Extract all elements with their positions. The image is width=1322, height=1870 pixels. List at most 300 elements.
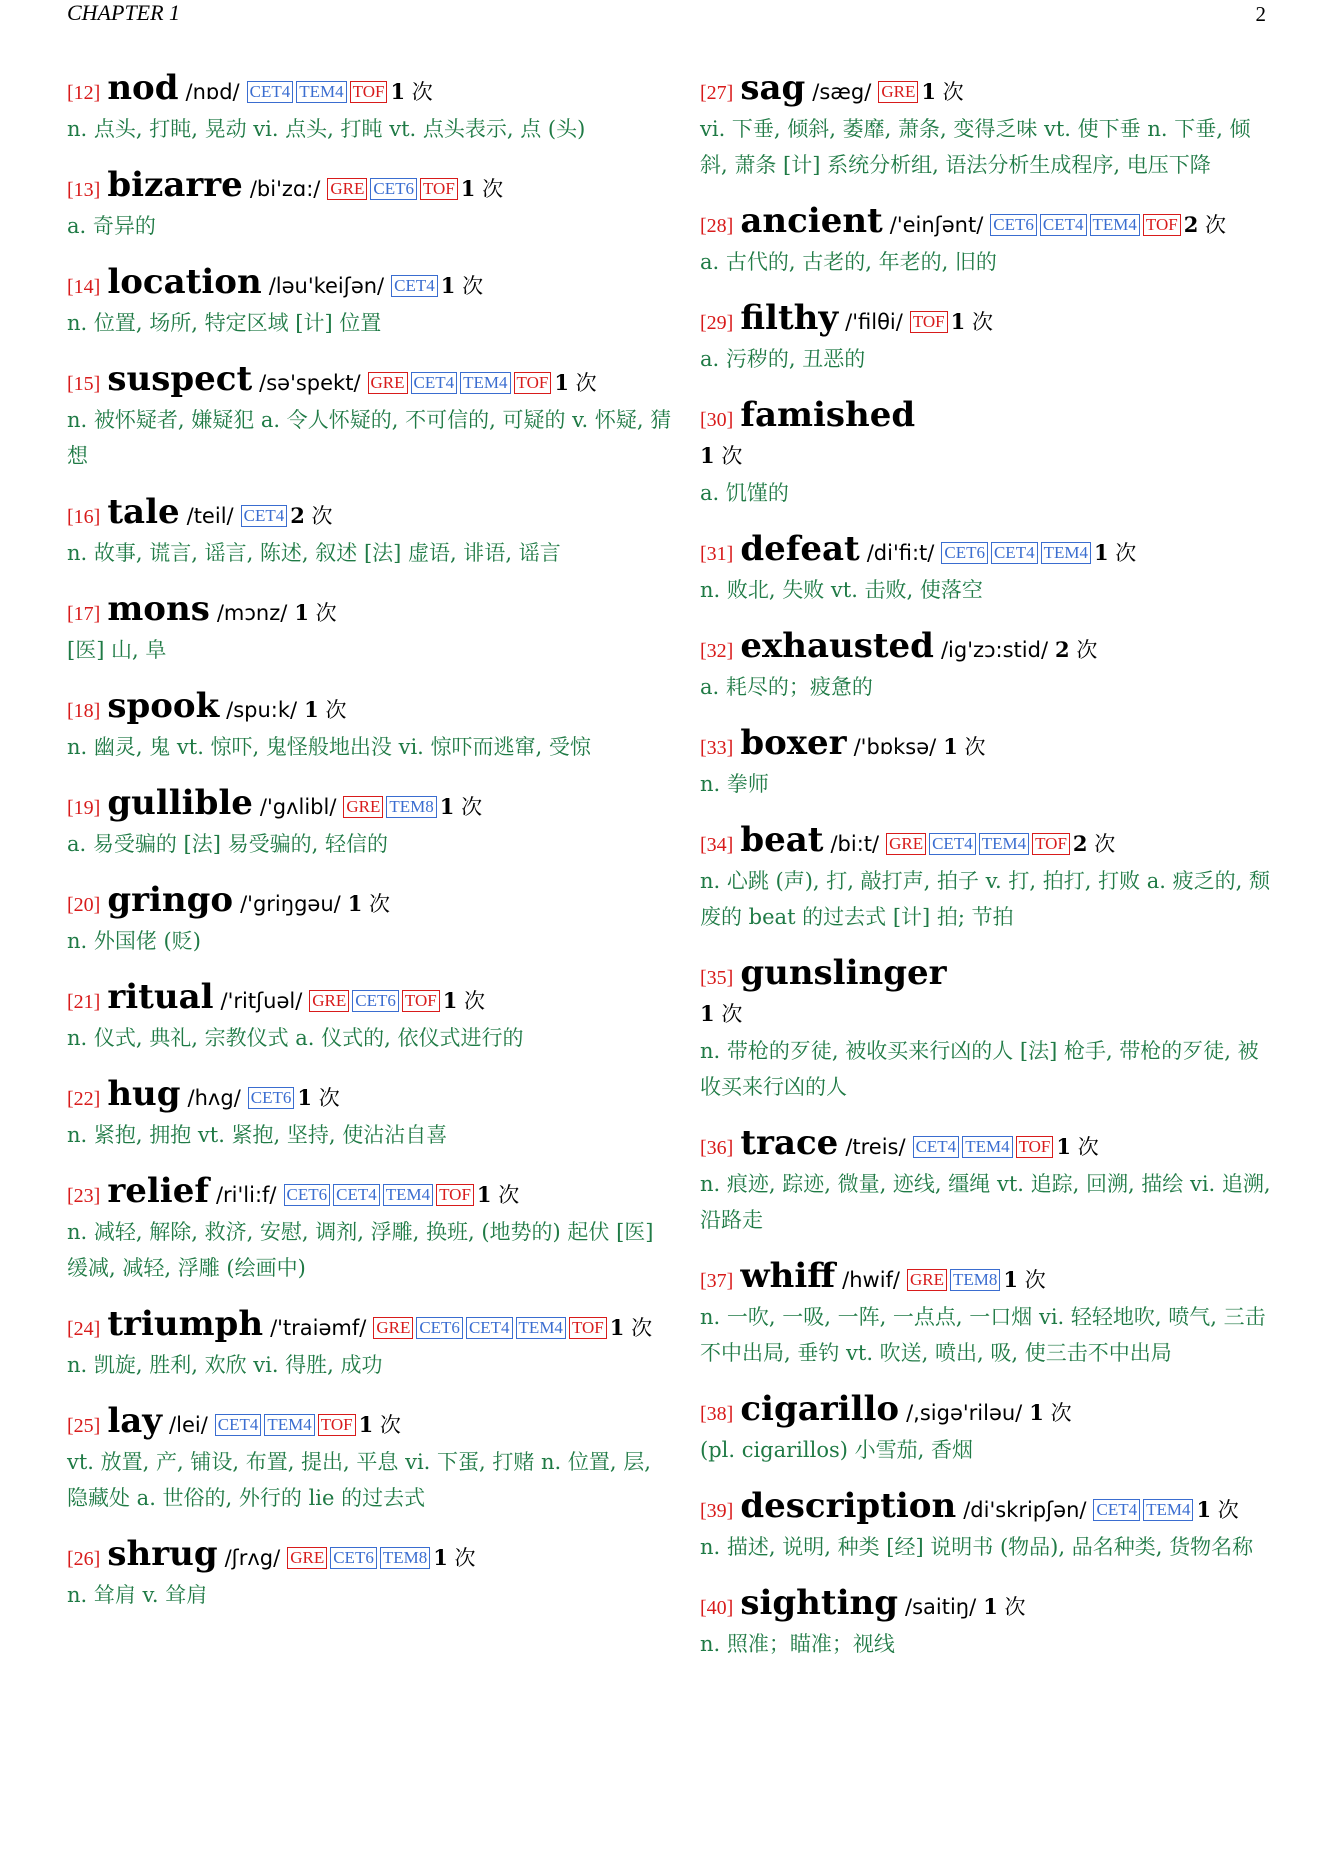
count-number: 1: [609, 1315, 625, 1340]
count-suffix: 次: [1217, 1498, 1239, 1522]
vocab-entry: [67, 1536, 677, 1613]
occurrence-count: [440, 795, 482, 819]
page-number: 2: [1255, 2, 1266, 26]
entry-headline: [700, 1125, 1278, 1166]
pronunciation: /spu:k/: [226, 698, 298, 722]
definition: n. 带枪的歹徒, 被收买来行凶的人 [法] 枪手, 带枪的歹徒, 被收买来行凶的人: [700, 1039, 1259, 1099]
entry-number: [19]: [67, 797, 101, 819]
occurrence-count: [700, 1002, 742, 1026]
exam-tag: GRE: [373, 1317, 413, 1339]
entry-headline: [67, 1076, 677, 1117]
headword: beat: [740, 820, 824, 860]
pronunciation: /'ritʃuəl/: [220, 989, 303, 1013]
entry-number: [39]: [700, 1500, 734, 1522]
entry-number: [20]: [67, 894, 101, 916]
headword: bizarre: [107, 165, 243, 205]
occurrence-count: [441, 274, 483, 298]
occurrence-count: [348, 892, 390, 916]
count-number: 1: [921, 79, 936, 104]
count-suffix: 次: [369, 892, 391, 916]
vocab-entry: [67, 167, 677, 244]
exam-tag: TEM8: [386, 796, 436, 818]
pronunciation: /ʃrʌg/: [224, 1546, 281, 1570]
entry-number: [38]: [700, 1403, 734, 1425]
vocab-entry: [67, 1403, 677, 1516]
definition: n. 一吹, 一吸, 一阵, 一点点, 一口烟 vi. 轻轻地吹, 喷气, 三击不中出局, 垂钓 vt. 吹送, 喷出, 吸, 使三击不中出局: [700, 1305, 1266, 1365]
entry-number: [14]: [67, 276, 101, 298]
entry-headline: [67, 882, 677, 923]
exam-tag: CET4: [913, 1136, 960, 1158]
entry-number: [12]: [67, 82, 101, 104]
entry-headline: [67, 1173, 677, 1214]
headword: nod: [107, 68, 179, 108]
occurrence-count: [1003, 1268, 1045, 1292]
entry-number: [13]: [67, 179, 101, 201]
entry-headline: [700, 1391, 1278, 1432]
exam-tag: CET4: [929, 833, 976, 855]
exam-tag: CET4: [247, 81, 294, 103]
occurrence-count: [554, 371, 596, 395]
exam-tag: TOF: [420, 178, 458, 200]
exam-tag: TEM4: [962, 1136, 1012, 1158]
count-number: 1: [460, 176, 476, 201]
entry-number: [22]: [67, 1088, 101, 1110]
definition: n. 紧抱, 拥抱 vt. 紧抱, 坚持, 使沾沾自喜: [67, 1123, 448, 1147]
definition: n. 痕迹, 踪迹, 微量, 迹线, 缰绳 vt. 追踪, 回溯, 描绘 vi. 追溯, 沿路走: [700, 1172, 1271, 1232]
pronunciation: /sə'spekt/: [259, 371, 361, 395]
vocab-entry: [67, 1076, 677, 1153]
definition: [医] 山, 阜: [67, 638, 167, 662]
definition: n. 减轻, 解除, 救济, 安慰, 调剂, 浮雕, 换班, (地势的) 起伏 [医] 缓减, 减轻, 浮雕 (绘画中): [67, 1220, 654, 1280]
vocab-entry: [700, 70, 1278, 183]
pronunciation: /mɔnz/: [216, 601, 288, 625]
exam-tag: GRE: [343, 796, 383, 818]
vocab-entry: [700, 822, 1278, 935]
vocab-entry: [67, 591, 677, 668]
count-suffix: 次: [631, 1316, 653, 1340]
count-suffix: 次: [462, 274, 484, 298]
entry-headline: [67, 1536, 677, 1577]
entry-number: [31]: [700, 543, 734, 565]
entry-number: [37]: [700, 1270, 734, 1292]
pronunciation: /hwif/: [842, 1268, 901, 1292]
vocab-entry: [67, 1173, 677, 1286]
entry-number: [15]: [67, 373, 101, 395]
definition: n. 心跳 (声), 打, 敲打声, 拍子 v. 打, 拍打, 打败 a. 疲乏的, 颓废的 beat 的过去式 [计] 拍; 节拍: [700, 869, 1270, 929]
count-number: 1: [297, 1085, 312, 1110]
left-column: [67, 70, 677, 1633]
occurrence-count: [1094, 541, 1136, 565]
headword: description: [740, 1486, 957, 1526]
entry-number: [16]: [67, 506, 101, 528]
pronunciation: /ləu'keiʃən/: [268, 274, 385, 298]
occurrence-count: [610, 1316, 652, 1340]
headword: whiff: [740, 1256, 836, 1296]
definition: a. 易受骗的 [法] 易受骗的, 轻信的: [67, 832, 388, 856]
vocab-entry: [700, 725, 1278, 802]
entry-headline: [67, 70, 677, 111]
exam-tag: CET6: [370, 178, 417, 200]
occurrence-count: [477, 1183, 519, 1207]
count-suffix: 次: [311, 504, 333, 528]
occurrence-count: [390, 80, 432, 104]
definition: a. 污秽的, 丑恶的: [700, 347, 866, 371]
count-suffix: 次: [325, 698, 347, 722]
headword: mons: [107, 589, 210, 629]
headword: lay: [107, 1401, 163, 1441]
count-suffix: 次: [454, 1546, 476, 1570]
count-number: 1: [304, 697, 319, 722]
headword: relief: [107, 1171, 209, 1211]
entry-headline: [700, 1258, 1278, 1299]
occurrence-count: [1029, 1401, 1071, 1425]
exam-tag: TEM4: [296, 81, 346, 103]
headword: exhausted: [740, 626, 934, 666]
occurrence-count: [1055, 638, 1097, 662]
count-number: 1: [347, 891, 363, 916]
pronunciation: /treis/: [845, 1135, 906, 1159]
entry-number: [21]: [67, 991, 101, 1013]
count-suffix: 次: [482, 177, 504, 201]
occurrence-count: [1196, 1498, 1238, 1522]
count-number: 2: [1183, 212, 1199, 237]
headword: famished: [740, 395, 916, 435]
entry-headline: [67, 1403, 677, 1444]
exam-tag: CET4: [1040, 214, 1087, 236]
exam-tag: TOF: [1143, 214, 1181, 236]
occurrence-count: [294, 601, 336, 625]
occurrence-count: [443, 989, 485, 1013]
entry-number: [36]: [700, 1137, 734, 1159]
count-number: 2: [1072, 831, 1088, 856]
entry-headline: [700, 1488, 1278, 1529]
headword: trace: [740, 1123, 839, 1163]
vocab-entry: [67, 264, 677, 341]
exam-tag: TOF: [318, 1414, 356, 1436]
vocab-entry: [67, 70, 677, 147]
entry-headline: [67, 361, 677, 402]
entry-number: [32]: [700, 640, 734, 662]
definition: a. 耗尽的；疲惫的: [700, 675, 873, 699]
vocab-entry: [700, 628, 1278, 705]
vocab-entry: [700, 1258, 1278, 1371]
count-number: 1: [440, 273, 456, 298]
exam-tag: TOF: [910, 311, 948, 333]
count-suffix: 次: [1077, 1135, 1099, 1159]
pronunciation: /'bɒksə/: [853, 735, 937, 759]
occurrence-count: [983, 1595, 1025, 1619]
occurrence-count: [433, 1546, 475, 1570]
definition: n. 败北, 失败 vt. 击败, 使落空: [700, 578, 983, 602]
exam-tag: CET4: [466, 1317, 513, 1339]
exam-tag: CET6: [990, 214, 1037, 236]
definition: n. 描述, 说明, 种类 [经] 说明书 (物品), 品名种类, 货物名称: [700, 1535, 1254, 1559]
count-number: 1: [439, 794, 455, 819]
pronunciation: /ig'zɔ:stid/: [940, 638, 1049, 662]
count-number: 1: [700, 1001, 715, 1026]
pronunciation: /di'skripʃən/: [963, 1498, 1087, 1522]
count-suffix: 次: [498, 1183, 520, 1207]
exam-tag: CET6: [330, 1547, 377, 1569]
count-number: 1: [358, 1412, 374, 1437]
exam-tag: TEM4: [264, 1414, 314, 1436]
headword: gunslinger: [740, 953, 947, 993]
exam-tag: GRE: [327, 178, 367, 200]
pronunciation: /sæg/: [812, 80, 872, 104]
pronunciation: /'einʃənt/: [889, 213, 984, 237]
pronunciation: /di'fi:t/: [866, 541, 935, 565]
entry-headline: [67, 688, 677, 729]
pronunciation: /bi:t/: [830, 832, 880, 856]
pronunciation: /'traiəmf/: [270, 1316, 367, 1340]
exam-tag: TEM4: [979, 833, 1029, 855]
definition: n. 幽灵, 鬼 vt. 惊吓, 鬼怪般地出没 vi. 惊吓而逃窜, 受惊: [67, 735, 591, 759]
headword: gringo: [107, 880, 234, 920]
vocab-entry: [67, 494, 677, 571]
vocab-entry: [700, 955, 1278, 1105]
pronunciation: /'griŋgəu/: [240, 892, 341, 916]
exam-tag: CET6: [352, 990, 399, 1012]
entry-headline: [67, 591, 677, 632]
occurrence-count: [1073, 832, 1115, 856]
pronunciation: /lei/: [169, 1413, 208, 1437]
entry-number: [17]: [67, 603, 101, 625]
headword: suspect: [107, 359, 253, 399]
count-suffix: 次: [1004, 1595, 1026, 1619]
definition: (pl. cigarillos) 小雪茄, 香烟: [700, 1438, 973, 1462]
entry-headline: [67, 264, 677, 305]
count-suffix: 次: [1076, 638, 1098, 662]
count-number: 1: [433, 1545, 448, 1570]
headword: filthy: [740, 298, 839, 338]
entry-headline: [700, 725, 1278, 766]
count-suffix: 次: [1115, 541, 1137, 565]
exam-tag: CET4: [391, 275, 438, 297]
entry-headline: [67, 167, 677, 208]
exam-tag: TOF: [569, 1317, 607, 1339]
pronunciation: /,sigə'riləu/: [906, 1401, 1023, 1425]
occurrence-count: [297, 1086, 339, 1110]
headword: sag: [740, 68, 806, 108]
count-suffix: 次: [721, 444, 743, 468]
occurrence-count: [700, 444, 742, 468]
occurrence-count: [304, 698, 346, 722]
headword: defeat: [740, 529, 860, 569]
vocab-entry: [67, 688, 677, 765]
entry-number: [27]: [700, 82, 734, 104]
occurrence-count: [1056, 1135, 1098, 1159]
count-number: 1: [700, 443, 715, 468]
entry-number: [29]: [700, 312, 734, 334]
exam-tag: GRE: [309, 990, 349, 1012]
entry-headline: [67, 979, 677, 1020]
exam-tag: TEM4: [1090, 214, 1140, 236]
exam-tag: TOF: [350, 81, 388, 103]
entry-headline: [700, 1585, 1278, 1626]
count-number: 2: [1055, 637, 1070, 662]
count-number: 1: [1093, 540, 1109, 565]
vocab-entry: [700, 1125, 1278, 1238]
count-suffix: 次: [942, 80, 964, 104]
count-number: 1: [390, 79, 406, 104]
headword: spook: [107, 686, 220, 726]
exam-tag: TEM8: [380, 1547, 430, 1569]
entry-number: [33]: [700, 737, 734, 759]
entry-number: [26]: [67, 1548, 101, 1570]
count-suffix: 次: [411, 80, 433, 104]
pronunciation: /ri'li:f/: [215, 1183, 277, 1207]
entry-headline: [700, 70, 1278, 111]
occurrence-count: [461, 177, 503, 201]
headword: ritual: [107, 977, 214, 1017]
entry-headline: [700, 955, 1278, 1033]
count-suffix: 次: [315, 601, 337, 625]
occurrence-count: [1184, 213, 1226, 237]
entry-headline: [67, 785, 677, 826]
count-suffix: 次: [1024, 1268, 1046, 1292]
exam-tag: CET4: [215, 1414, 262, 1436]
exam-tag: CET6: [284, 1184, 331, 1206]
count-suffix: 次: [379, 1413, 401, 1437]
definition: n. 照准；瞄准；视线: [700, 1632, 895, 1656]
occurrence-count: [359, 1413, 401, 1437]
vocab-entry: [700, 1488, 1278, 1565]
exam-tag: GRE: [886, 833, 926, 855]
exam-tag: CET4: [333, 1184, 380, 1206]
pronunciation: /saitiŋ/: [905, 1595, 977, 1619]
exam-tag: TEM4: [516, 1317, 566, 1339]
exam-tag: TOF: [436, 1184, 474, 1206]
exam-tag: TOF: [402, 990, 440, 1012]
vocab-entry: [700, 1585, 1278, 1662]
definition: n. 点头, 打盹, 晃动 vi. 点头, 打盹 vt. 点头表示, 点 (头): [67, 117, 586, 141]
count-number: 1: [943, 734, 958, 759]
entry-headline: [700, 203, 1278, 244]
right-column: [700, 70, 1278, 1682]
vocab-entry: [700, 531, 1278, 608]
count-suffix: 次: [575, 371, 597, 395]
count-number: 1: [442, 988, 458, 1013]
entry-number: [35]: [700, 967, 734, 989]
entry-headline: [67, 1306, 677, 1347]
pronunciation: /hʌg/: [187, 1086, 241, 1110]
count-number: 1: [294, 600, 309, 625]
count-suffix: 次: [971, 310, 993, 334]
pronunciation: /teil/: [186, 504, 234, 528]
vocab-entry: [700, 1391, 1278, 1468]
count-number: 1: [1029, 1400, 1044, 1425]
definition: a. 奇异的: [67, 214, 156, 238]
definition: a. 古代的, 古老的, 年老的, 旧的: [700, 250, 997, 274]
count-number: 2: [290, 503, 305, 528]
exam-tag: TEM8: [950, 1269, 1000, 1291]
count-suffix: 次: [1094, 832, 1116, 856]
definition: n. 凯旋, 胜利, 欢欣 vi. 得胜, 成功: [67, 1353, 383, 1377]
exam-tag: TEM4: [460, 372, 510, 394]
exam-tag: GRE: [287, 1547, 327, 1569]
exam-tag: CET4: [411, 372, 458, 394]
exam-tag: GRE: [907, 1269, 947, 1291]
vocab-entry: [700, 397, 1278, 511]
vocab-entry: [67, 361, 677, 474]
count-suffix: 次: [461, 795, 483, 819]
chapter-title: CHAPTER 1: [67, 0, 181, 25]
entry-headline: [67, 494, 677, 535]
exam-tag: GRE: [368, 372, 408, 394]
occurrence-count: [943, 735, 985, 759]
definition: n. 拳师: [700, 772, 769, 796]
headword: shrug: [107, 1534, 218, 1574]
vocab-entry: [700, 300, 1278, 377]
definition: a. 饥馑的: [700, 481, 789, 505]
exam-tag: GRE: [878, 81, 918, 103]
exam-tag: CET4: [991, 542, 1038, 564]
count-suffix: 次: [721, 1002, 743, 1026]
count-number: 1: [950, 309, 966, 334]
headword: cigarillo: [740, 1389, 900, 1429]
count-number: 1: [554, 370, 569, 395]
headword: ancient: [740, 201, 883, 241]
exam-tag: CET4: [241, 505, 288, 527]
exam-tag: CET6: [248, 1087, 295, 1109]
entry-number: [40]: [700, 1597, 734, 1619]
exam-tag: TEM4: [383, 1184, 433, 1206]
pronunciation: /nɒd/: [185, 80, 240, 104]
entry-number: [30]: [700, 409, 734, 431]
definition: n. 耸肩 v. 耸肩: [67, 1583, 208, 1607]
exam-tag: TEM4: [1143, 1499, 1193, 1521]
count-number: 1: [476, 1182, 492, 1207]
occurrence-count: [951, 310, 993, 334]
vocab-entry: [67, 1306, 677, 1383]
headword: boxer: [740, 723, 847, 763]
headword: gullible: [107, 783, 253, 823]
definition: n. 故事, 谎言, 谣言, 陈述, 叙述 [法] 虚语, 诽语, 谣言: [67, 541, 561, 565]
entry-headline: [700, 822, 1278, 863]
exam-tag: TOF: [514, 372, 552, 394]
pronunciation: /bi'zɑ:/: [249, 177, 321, 201]
count-number: 1: [1003, 1267, 1019, 1292]
vocab-entry: [67, 785, 677, 862]
entry-number: [34]: [700, 834, 734, 856]
pronunciation: /'gʌlibl/: [259, 795, 337, 819]
entry-headline: [700, 531, 1278, 572]
definition: vi. 下垂, 倾斜, 萎靡, 萧条, 变得乏味 vt. 使下垂 n. 下垂, 倾斜, 萧条 [计] 系统分析组, 语法分析生成程序, 电压下降: [700, 117, 1251, 177]
vocab-entry: [67, 979, 677, 1056]
definition: n. 仪式, 典礼, 宗教仪式 a. 仪式的, 依仪式进行的: [67, 1026, 524, 1050]
occurrence-count: [921, 80, 963, 104]
entry-number: [18]: [67, 700, 101, 722]
entry-number: [24]: [67, 1318, 101, 1340]
headword: triumph: [107, 1304, 264, 1344]
headword: tale: [107, 492, 180, 532]
entry-headline: [700, 397, 1278, 475]
count-number: 1: [1056, 1134, 1072, 1159]
count-suffix: 次: [1205, 213, 1227, 237]
definition: n. 位置, 场所, 特定区域 [计] 位置: [67, 311, 382, 335]
count-suffix: 次: [318, 1086, 340, 1110]
entry-number: [23]: [67, 1185, 101, 1207]
exam-tag: CET6: [416, 1317, 463, 1339]
count-suffix: 次: [464, 989, 486, 1013]
definition: n. 外国佬 (贬): [67, 929, 201, 953]
entry-headline: [700, 300, 1278, 341]
exam-tag: CET6: [941, 542, 988, 564]
vocab-entry: [700, 203, 1278, 280]
entry-number: [25]: [67, 1415, 101, 1437]
vocab-entry: [67, 882, 677, 959]
headword: sighting: [740, 1583, 898, 1623]
